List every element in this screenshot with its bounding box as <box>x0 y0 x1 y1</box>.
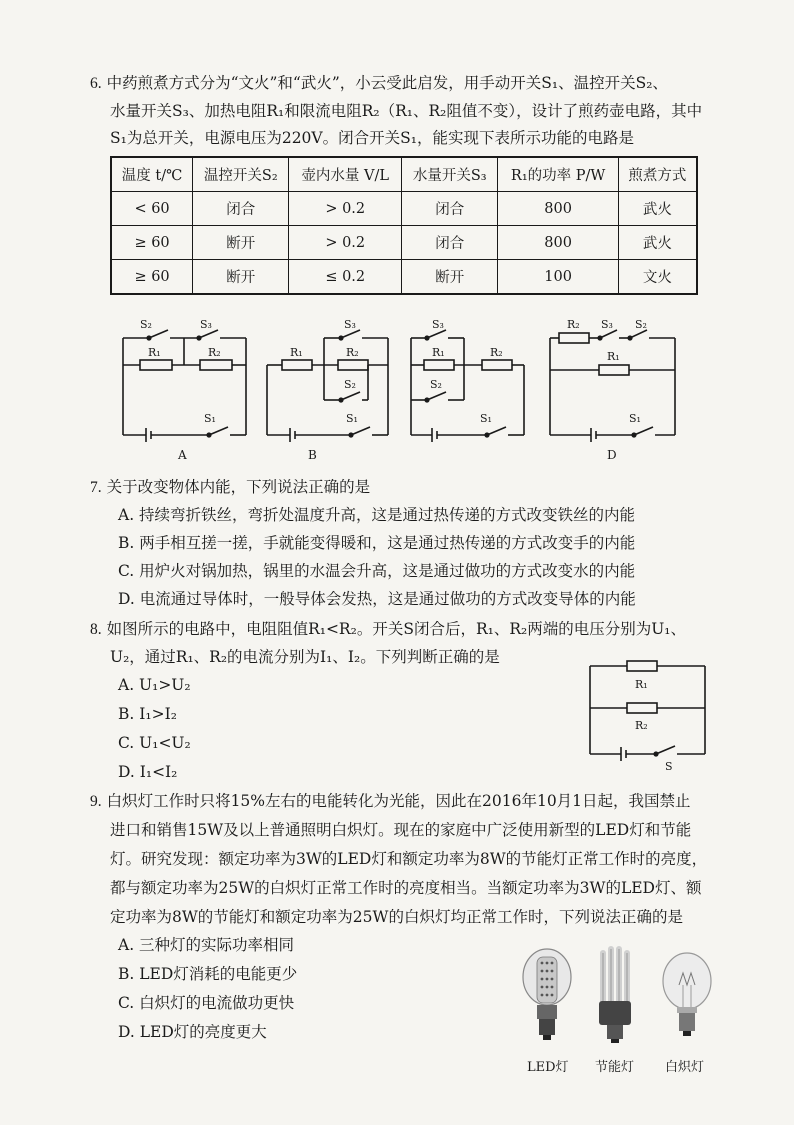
q9-number: 9. <box>90 793 102 810</box>
option-label-d: D <box>607 448 617 462</box>
table-cell: 800 <box>498 192 618 226</box>
table-cell: 闭合 <box>193 192 289 226</box>
label-r2: R₂ <box>208 346 221 359</box>
table-cell: ≤ 0.2 <box>289 260 402 295</box>
table-row <box>111 260 697 295</box>
q7-stem-line <box>90 476 370 499</box>
q8-line2: U₂，通过R₁、R₂的电流分别为I₁、I₂。下列判断正确的是 <box>110 648 500 666</box>
table-cell: > 0.2 <box>289 226 402 260</box>
q6-line3: S₁为总开关，电源电压为220V。闭合开关S₁，能实现下表所示功能的电路是 <box>110 129 634 147</box>
label-r2: R₂ <box>346 346 359 359</box>
table-header-cell: R₁的功率 P/W <box>498 157 618 192</box>
table-cell: ≥ 60 <box>111 226 193 260</box>
label-s: S <box>665 760 673 773</box>
q7-option-c[interactable]: C. 用炉火对锅加热，锅里的水温会升高，这是通过做功的方式改变水的内能 <box>118 562 636 580</box>
label-r2: R₂ <box>490 346 503 359</box>
q9-option-d[interactable]: D. LED灯的亮度更大 <box>118 1023 267 1041</box>
table-row <box>111 226 697 260</box>
q6-number: 6. <box>90 75 102 92</box>
label-r1: R₁ <box>432 346 445 359</box>
table-header-cell: 温度 t/℃ <box>111 157 193 192</box>
q9-option-c[interactable]: C. 白炽灯的电流做功更快 <box>118 994 295 1012</box>
option-label-b: B <box>308 448 317 462</box>
q9-option-b[interactable]: B. LED灯消耗的电能更少 <box>118 965 298 983</box>
led-lamp-icon <box>523 949 571 1040</box>
label-s2: S₂ <box>140 318 152 331</box>
q6-circuit-a <box>118 310 258 460</box>
table-cell: 闭合 <box>402 226 498 260</box>
q6-line1 <box>90 72 668 95</box>
table-cell: 100 <box>498 260 618 295</box>
table-cell: > 0.2 <box>289 192 402 226</box>
table-cell: 文火 <box>618 260 697 295</box>
q6-circuit-b <box>262 310 402 460</box>
table-cell: 武火 <box>618 192 697 226</box>
q9-line1 <box>90 790 691 813</box>
label-s2: S₂ <box>344 378 356 391</box>
lamp-label-incandescent: 白炽灯 <box>665 1060 705 1075</box>
energy-saving-lamp-icon <box>599 949 631 1043</box>
q8-circuit <box>585 656 715 771</box>
table-header-cell: 煎煮方式 <box>618 157 697 192</box>
label-s1: S₁ <box>480 412 492 425</box>
label-r1: R₁ <box>607 350 620 363</box>
label-s2: S₂ <box>430 378 442 391</box>
table-row <box>111 192 697 226</box>
q6-circuit-c <box>406 310 536 460</box>
q9-line4: 都与额定功率为25W的白炽灯正常工作时的亮度相当。当额定功率为3W的LED灯、额 <box>110 879 702 897</box>
q9-option-a[interactable]: A. 三种灯的实际功率相同 <box>118 936 295 954</box>
q7-stem: 关于改变物体内能，下列说法正确的是 <box>106 478 371 496</box>
q8-option-c[interactable]: C. U₁<U₂ <box>118 734 191 752</box>
label-s3: S₃ <box>432 318 444 331</box>
q7-option-b[interactable]: B. 两手相互搓一搓，手就能变得暖和，这是通过热传递的方式改变手的内能 <box>118 534 636 552</box>
q9-lamps-illustration <box>515 945 725 1075</box>
q8-line1 <box>90 618 686 641</box>
label-r2: R₂ <box>635 719 648 732</box>
label-s3: S₃ <box>344 318 356 331</box>
table-header-cell: 温控开关S₂ <box>193 157 289 192</box>
table-cell: 断开 <box>402 260 498 295</box>
q9-text-1: 白炽灯工作时只将15%左右的电能转化为光能，因此在2016年10月1日起，我国禁止 <box>106 792 691 810</box>
q6-circuit-d <box>545 310 685 460</box>
q8-number: 8. <box>90 621 102 638</box>
table-cell: 断开 <box>193 260 289 295</box>
table-cell: < 60 <box>111 192 193 226</box>
q6-text-1: 中药煎煮方式分为“文火”和“武火”，小云受此启发，用手动开关S₁、温控开关S₂、 <box>106 74 668 92</box>
option-label-a: A <box>178 448 187 462</box>
q6-line2: 水量开关S₃、加热电阻R₁和限流电阻R₂（R₁、R₂阻值不变），设计了煎药壶电路，其中 <box>110 102 703 120</box>
table-header-cell: 水量开关S₃ <box>402 157 498 192</box>
label-s1: S₁ <box>346 412 358 425</box>
q7-option-d[interactable]: D. 电流通过导体时，一般导体会发热，这是通过做功的方式改变导体的内能 <box>118 590 636 608</box>
label-s1: S₁ <box>204 412 216 425</box>
table-cell: ≥ 60 <box>111 260 193 295</box>
table-header-cell: 壶内水量 V/L <box>289 157 402 192</box>
lamp-label-cfl: 节能灯 <box>595 1060 635 1075</box>
label-r1: R₁ <box>148 346 161 359</box>
table-cell: 断开 <box>193 226 289 260</box>
q9-line3: 灯。研究发现：额定功率为3W的LED灯和额定功率为8W的节能灯正常工作时的亮度， <box>110 850 708 868</box>
q7-number: 7. <box>90 479 102 496</box>
q8-option-d[interactable]: D. I₁<I₂ <box>118 763 178 781</box>
label-s2: S₂ <box>635 318 647 331</box>
label-s3: S₃ <box>601 318 613 331</box>
label-r1: R₁ <box>635 678 648 691</box>
q9-line5: 定功率为8W的节能灯和额定功率为25W的白炽灯均正常工作时，下列说法正确的是 <box>110 908 683 926</box>
q8-option-b[interactable]: B. I₁>I₂ <box>118 705 177 723</box>
label-r1: R₁ <box>290 346 303 359</box>
table-cell: 800 <box>498 226 618 260</box>
q9-line2: 进口和销售15W及以上普通照明白炽灯。现在的家庭中广泛使用新型的LED灯和节能 <box>110 821 692 839</box>
table-cell: 闭合 <box>402 192 498 226</box>
q8-option-a[interactable]: A. U₁>U₂ <box>118 676 191 694</box>
table-header-row <box>111 157 697 192</box>
incandescent-lamp-icon <box>663 953 711 1036</box>
q7-option-a[interactable]: A. 持续弯折铁丝，弯折处温度升高，这是通过热传递的方式改变铁丝的内能 <box>118 506 636 524</box>
table-cell: 武火 <box>618 226 697 260</box>
label-s3: S₃ <box>200 318 212 331</box>
lamp-label-led: LED灯 <box>527 1060 569 1075</box>
q8-text-1: 如图所示的电路中，电阻阻值R₁<R₂。开关S闭合后，R₁、R₂两端的电压分别为U₁、 <box>106 620 686 638</box>
q6-function-table <box>110 156 698 295</box>
label-r2: R₂ <box>567 318 580 331</box>
label-s1: S₁ <box>629 412 641 425</box>
